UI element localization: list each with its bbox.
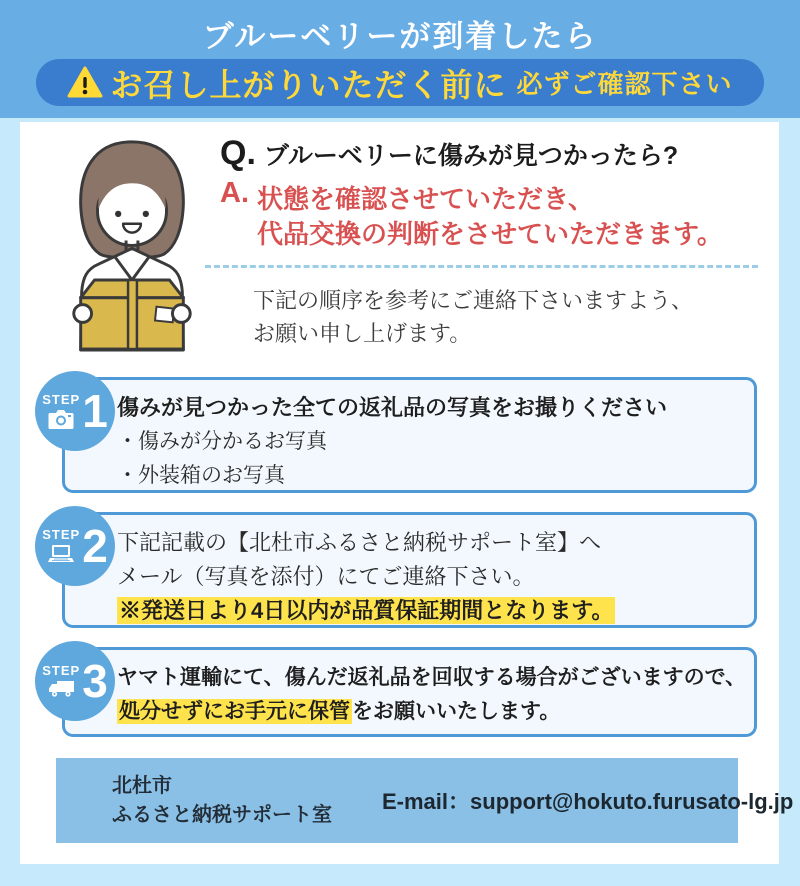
step-3-number: 3 (82, 655, 108, 707)
warning-banner (36, 59, 764, 106)
step-2-line-3 (117, 594, 744, 628)
step-2-line-1: 下記記載の【北杜市ふるさと納税サポート室】へ (117, 530, 602, 555)
q-label: Q. (220, 134, 256, 172)
warning-triangle-icon (67, 66, 103, 99)
step-3-badge (35, 641, 115, 721)
right-hand (172, 305, 190, 323)
woman-holding-box-illustration (53, 130, 211, 352)
step-1-badge (35, 371, 115, 451)
truck-icon (48, 680, 75, 698)
banner-text-main: お召し上がりいただく前に (110, 66, 507, 103)
header (0, 0, 800, 118)
step-3-line-1: ヤマト運輸にて、傷んだ返礼品を回収する場合がございますので、 (117, 666, 747, 689)
content-panel (20, 122, 794, 864)
step-3-label: STEP (42, 663, 81, 678)
contact-box (56, 758, 794, 843)
left-hand (74, 305, 92, 323)
note-line-1: 下記の順序を参考にご連絡下さいますよう、 (253, 288, 694, 313)
camera-icon (48, 409, 74, 430)
step-1-label: STEP (42, 391, 81, 407)
question-row (220, 136, 678, 173)
step-1-bullet-1: ・傷みが分かるお写真 (117, 430, 327, 454)
page-title: ブルーベリーが到着したら (202, 19, 598, 54)
step-2-highlight: ※発送日より4日以内が品質保証期間となります。 (119, 598, 614, 624)
a-label: A. (220, 177, 249, 209)
step-1-box (42, 377, 757, 493)
answer-row (220, 179, 723, 252)
step-3-box (42, 647, 757, 737)
step-1-number: 1 (82, 385, 108, 437)
note-paragraph (253, 284, 693, 350)
answer-text (257, 179, 723, 252)
step-2-line-2: メール（写真を添付）にてご連絡下さい。 (117, 564, 535, 590)
question-text: ブルーベリーに傷みが見つかったら? (263, 142, 679, 170)
step-2-badge (35, 506, 115, 586)
step-3-line-2-rest: をお願いいたします。 (352, 699, 561, 723)
contact-email: E-mail：support@hokuto.furusato-lg.jp (382, 789, 794, 814)
step-1-bullet-2: ・外装箱のお写真 (117, 463, 285, 487)
step-1-line-1: 傷みが見つかった全ての返礼品の写真をお撮りください (117, 395, 668, 420)
contact-org-line-2: ふるさと納税サポート室 (112, 803, 332, 826)
step-2-box (42, 512, 757, 628)
contact-org (56, 772, 332, 830)
note-line-2: お願い申し上げます。 (253, 321, 472, 346)
step-3-line-2 (117, 695, 744, 729)
dashed-divider (205, 265, 758, 268)
banner-text-sub: 必ずご確認下さい (516, 70, 733, 99)
answer-line-1: 状態を確認させていただき、 (257, 184, 594, 214)
contact-org-line-1: 北杜市 (112, 774, 172, 797)
laptop-icon (48, 544, 74, 564)
step-3-highlight: 処分せずにお手元に保管 (119, 699, 350, 723)
step-2-number: 2 (82, 520, 108, 572)
answer-line-2: 代品交換の判断をさせていただきます。 (257, 219, 723, 250)
step-2-label: STEP (42, 527, 81, 542)
